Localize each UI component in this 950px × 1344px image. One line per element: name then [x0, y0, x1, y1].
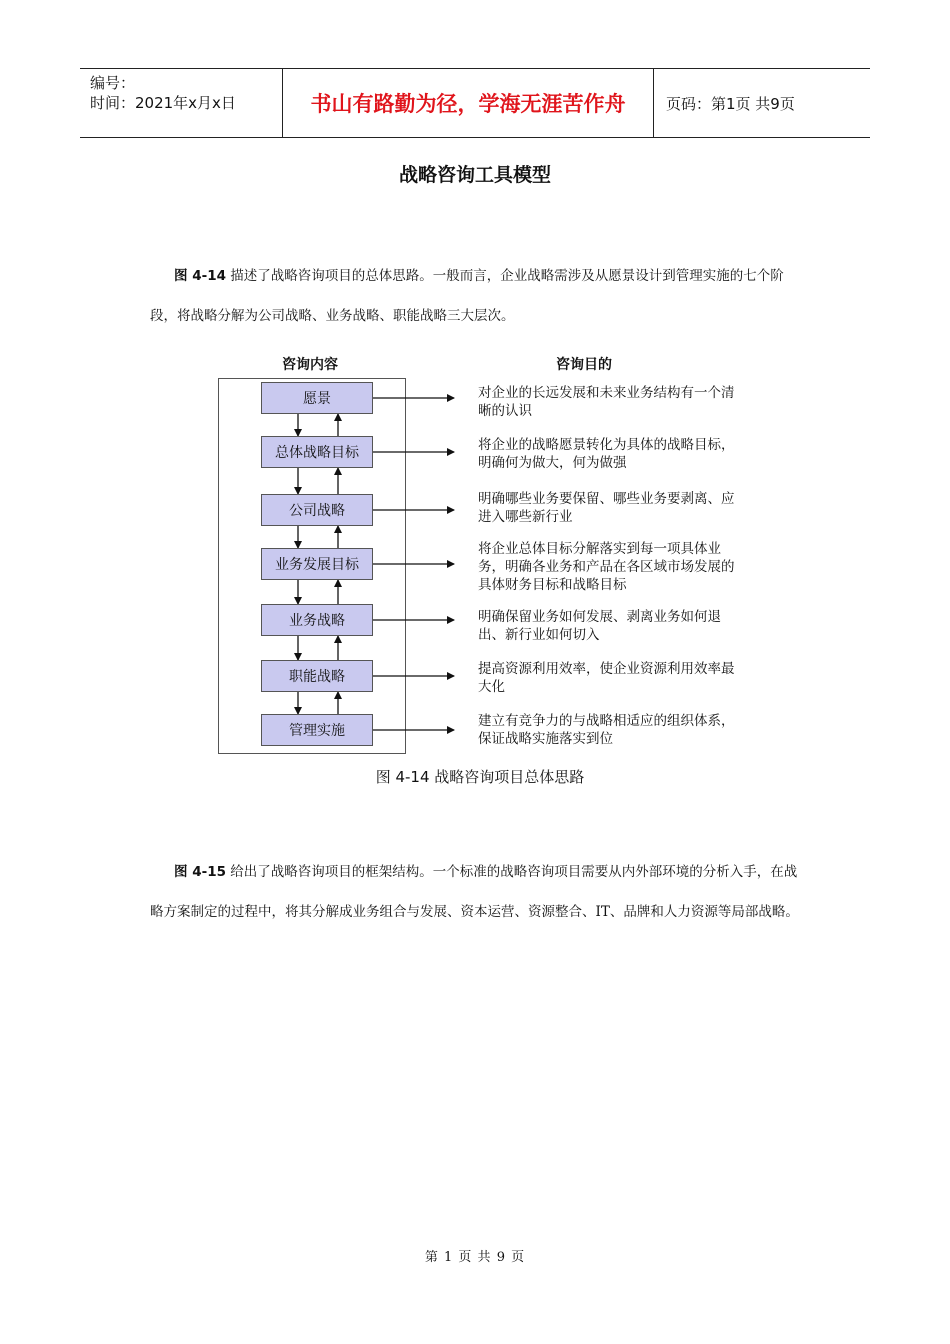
paragraph-text: 描述了战略咨询项目的总体思路。一般而言，企业战略需涉及从愿景设计到管理实施的七个阶段，将战略分解为公司战略、业务战略、职能战略三大层次。 [150, 268, 784, 324]
stage-functional-strategy: 职能战略 [261, 660, 373, 692]
stage-implementation: 管理实施 [261, 714, 373, 746]
figure-reference: 图 4-14 [174, 268, 226, 284]
stage-vision: 愿景 [261, 382, 373, 414]
stage-corporate-strategy: 公司战略 [261, 494, 373, 526]
stage-business-strategy: 业务战略 [261, 604, 373, 636]
document-title: 战略咨询工具模型 [398, 164, 551, 186]
stage-business-goal: 业务发展目标 [261, 548, 373, 580]
left-column-header: 咨询内容 [282, 357, 338, 373]
right-column-header: 咨询目的 [556, 357, 612, 373]
page-header [80, 68, 870, 138]
purpose-corporate-strategy: 明确哪些业务要保留、哪些业务要剥离、应进入哪些新行业 [478, 491, 735, 525]
document-date: 时间：2021年x月x日 [90, 94, 236, 112]
figure-reference: 图 4-15 [174, 864, 226, 880]
purpose-functional-strategy: 提高资源利用效率，使企业资源利用效率最大化 [478, 661, 735, 695]
figure-caption: 图 4-14 战略咨询项目总体思路 [375, 768, 585, 786]
page-footer: 第 1 页 共 9 页 [424, 1250, 526, 1265]
document-number-label: 编号： [90, 74, 136, 92]
header-page-info: 页码：第1页 共9页 [666, 94, 795, 113]
strategy-flow-figure [210, 350, 750, 790]
purpose-business-goal: 将企业总体目标分解落实到每一项具体业务，明确各业务和产品在各区域市场发展的具体财务目标和战略目标 [478, 541, 735, 593]
header-meta [80, 69, 282, 137]
paragraph-2 [150, 852, 810, 932]
paragraph-1 [150, 256, 810, 336]
purpose-vision: 对企业的长远发展和未来业务结构有一个清晰的认识 [478, 385, 735, 419]
header-motto: 书山有路勤为径，学海无涯苦作舟 [282, 69, 654, 137]
purpose-implementation: 建立有竞争力的与战略相适应的组织体系，保证战略实施落实到位 [478, 713, 735, 747]
paragraph-text: 给出了战略咨询项目的框架结构。一个标准的战略咨询项目需要从内外部环境的分析入手，在战略方案制定的过程中，将其分解成业务组合与发展、资本运营、资源整合、IT、品牌和人力资源等局部战略。 [150, 864, 799, 920]
purpose-overall-goal: 将企业的战略愿景转化为具体的战略目标，明确何为做大，何为做强 [478, 437, 735, 471]
purpose-business-strategy: 明确保留业务如何发展、剥离业务如何退出、新行业如何切入 [478, 609, 721, 643]
stage-overall-goal: 总体战略目标 [261, 436, 373, 468]
